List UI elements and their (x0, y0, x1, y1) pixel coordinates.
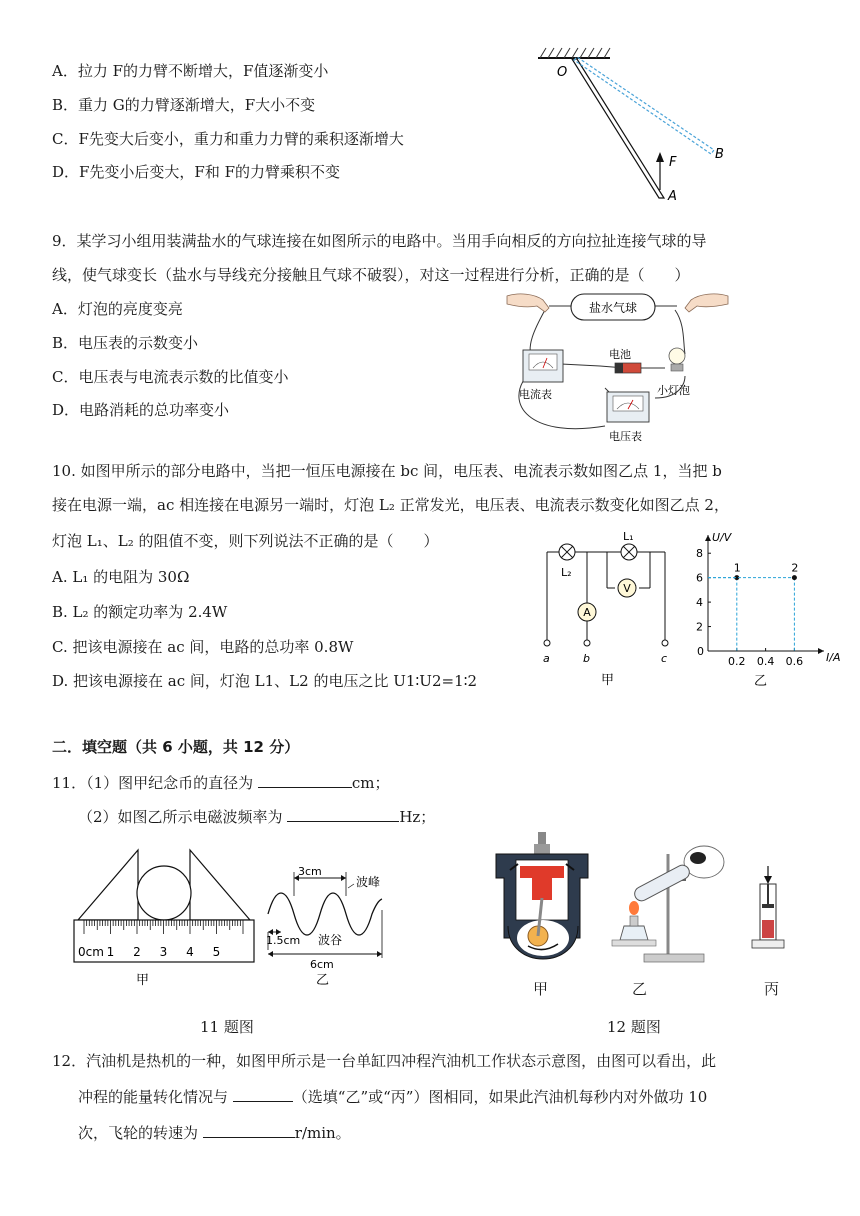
q12-caption-yi: 乙 (632, 980, 648, 998)
sine-wave (268, 893, 382, 935)
data-point-label-2: 2 (791, 561, 799, 575)
voltmeter-label: 电压表 (609, 430, 642, 443)
q10-option-b: B. L₂ 的额定功率为 2.4W (52, 603, 228, 621)
q12-line3-prefix: 次，飞轮的转速为 (78, 1124, 203, 1142)
q9-option-d: D．电路消耗的总功率变小 (52, 401, 230, 419)
ruler-label: 3 (159, 945, 168, 959)
left-set-square (78, 850, 138, 920)
data-point-label-1: 1 (733, 561, 741, 575)
q11-part2-unit: Hz； (399, 808, 436, 826)
battery-label: 电池 (609, 348, 631, 361)
data-point-2 (792, 575, 797, 580)
wave-top-label: 3cm (298, 866, 322, 878)
terminal-b: b (583, 652, 590, 665)
q9-stem-line2: 线，使气球变长（盐水与导线充分接触且气球不破裂），对这一过程进行分析，正确的是（ ） (52, 266, 690, 284)
q8-lever-figure (530, 40, 730, 210)
q11-blank-2[interactable] (287, 807, 399, 822)
q12-blank-1[interactable] (233, 1087, 293, 1102)
bulb-icon (669, 348, 685, 371)
lamp-l1 (621, 544, 637, 560)
ruler-label: 5 (212, 945, 221, 959)
ceiling-hatch (538, 48, 610, 58)
q12-caption-jia: 甲 (533, 980, 549, 998)
y-tick-label: 8 (696, 547, 703, 561)
q12-figure-caption: 12 题图 (607, 1018, 661, 1036)
y-axis-arrow (705, 535, 711, 541)
q12-line2-prefix: 冲程的能量转化情况与 (78, 1088, 233, 1106)
y-tick-label: 4 (696, 596, 703, 610)
q10-option-a: A. L₁ 的电阻为 30Ω (52, 568, 190, 586)
ammeter-device (523, 350, 563, 382)
x-tick-label: 0.4 (756, 655, 775, 668)
q12-engine-figure (488, 830, 598, 970)
section2-title: 二．填空题（共 6 小题，共 12 分） (52, 738, 300, 756)
q12-caption-bing: 丙 (764, 980, 780, 998)
q12-line2 (78, 1086, 707, 1107)
ruler-label: 4 (186, 945, 194, 959)
ruler-label: 0cm (78, 945, 104, 959)
balloon-label: 盐水气球 (588, 301, 638, 315)
q12-line3 (78, 1122, 351, 1143)
lamp-l2 (559, 544, 575, 560)
q11-part2 (78, 806, 435, 827)
ruler-label: 2 (133, 945, 141, 959)
right-hand-icon (685, 294, 728, 312)
q11-part1-unit: cm； (351, 774, 390, 792)
q10-option-d: D. 把该电源接在 ac 间，灯泡 L1、L2 的电压之比 U1∶U2=1∶2 (52, 672, 478, 690)
q11-figure-caption: 11 题图 (200, 1018, 254, 1036)
battery-icon (615, 363, 641, 373)
q11-part2-prefix: （2）如图乙所示电磁波频率为 (78, 808, 288, 826)
force-label: F (669, 155, 677, 170)
q8-option-d: D．F先变小后变大，F和 F的力臂乘积不变 (52, 163, 341, 181)
y-axis-label: U/V (712, 531, 732, 544)
voltmeter-symbol-label: V (623, 582, 631, 595)
coin (137, 866, 191, 920)
wave-trough-label: 波谷 (318, 933, 343, 947)
q9-circuit-figure (505, 288, 730, 450)
lamp-l2-label: L₂ (561, 566, 572, 579)
q12-line3-suffix: r/min。 (294, 1124, 351, 1142)
bulb-label: 小灯泡 (657, 384, 690, 397)
q12-line2-suffix: （选填“乙”或“丙”）图相同，如果此汽油机每秒内对外做功 10 (292, 1088, 708, 1106)
point-b-label: B (715, 147, 724, 162)
wave-bottom-label: 6cm (310, 958, 334, 971)
point-o-label: O (557, 65, 568, 80)
x-tick-label: 0.2 (728, 655, 746, 668)
voltmeter-device (607, 392, 649, 422)
q12-testtube-figure (598, 830, 728, 970)
ammeter-symbol-label: A (583, 606, 591, 619)
q10-ui-graph (686, 525, 846, 690)
ruler-caption: 甲 (136, 973, 150, 988)
right-set-square (190, 850, 250, 920)
point-a-label: A (668, 189, 677, 204)
q11-wave-figure (262, 866, 402, 986)
terminal-c: c (661, 652, 668, 665)
q8-option-c: C．F先变大后变小，重力和重力力臂的乘积逐渐增大 (52, 130, 404, 148)
wave-left-label: 1.5cm (266, 934, 301, 947)
ruler-label: 1 (106, 945, 115, 959)
wave-caption: 乙 (316, 973, 330, 986)
q9-stem-line1: 9．某学习小组用装满盐水的气球连接在如图所示的电路中。当用手向相反的方向拉扯连接气球的导 (52, 232, 707, 250)
q10-stem-line2: 接在电源一端，ac 相连接在电源另一端时，灯泡 L₂ 正常发光，电压表、电流表示数变化如图乙点 2， (52, 496, 729, 514)
q9-option-c: C．电压表与电流表示数的比值变小 (52, 368, 289, 386)
q10-stem-line1: 10. 如图甲所示的部分电路中，当把一恒压电源接在 bc 间，电压表、电流表示数如图乙点 1，当把 b (52, 462, 722, 480)
salt-water-balloon (549, 294, 677, 320)
q12-syringe-figure (742, 860, 792, 960)
x-tick-label: 0.6 (785, 655, 804, 668)
x-axis-label: I/A (826, 651, 841, 664)
lever-rod (572, 59, 664, 198)
q10-option-c: C. 把该电源接在 ac 间，电路的总功率 0.8W (52, 638, 354, 656)
left-hand-icon (507, 294, 549, 312)
q9-option-b: B．电压表的示数变小 (52, 334, 199, 352)
graph-caption: 乙 (754, 674, 768, 689)
q9-option-a: A．灯泡的亮度变亮 (52, 300, 183, 318)
q12-line1: 12．汽油机是热机的一种，如图甲所示是一台单缸四冲程汽油机工作状态示意图，由图可以看出，此 (52, 1052, 717, 1070)
lamp-l1-label: L₁ (623, 530, 634, 543)
terminal-a: a (543, 652, 550, 665)
q10-circuit-figure (535, 530, 685, 690)
y-tick-label: 2 (696, 620, 703, 634)
q8-option-a: A．拉力 F的力臂不断增大，F值逐渐变小 (52, 62, 329, 80)
y-tick-label: 6 (696, 571, 703, 585)
circuit-caption: 甲 (601, 673, 615, 688)
q11-ruler-figure (70, 838, 270, 988)
q12-blank-2[interactable] (203, 1123, 295, 1138)
q11-part1-prefix: 11．（1）图甲纪念币的直径为 (52, 774, 258, 792)
wave-crest-label: 波峰 (356, 875, 381, 889)
x-axis-arrow (818, 648, 824, 654)
lever-rod-dashed (574, 57, 714, 154)
q8-option-b: B．重力 G的力臂逐渐增大，F大小不变 (52, 96, 316, 114)
q11-part1 (52, 772, 390, 793)
origin-label: 0 (697, 645, 704, 658)
q10-stem-line3: 灯泡 L₁、L₂ 的阻值不变，则下列说法不正确的是（ ） (52, 532, 439, 550)
q11-blank-1[interactable] (258, 773, 352, 788)
ammeter-label: 电流表 (519, 388, 552, 401)
